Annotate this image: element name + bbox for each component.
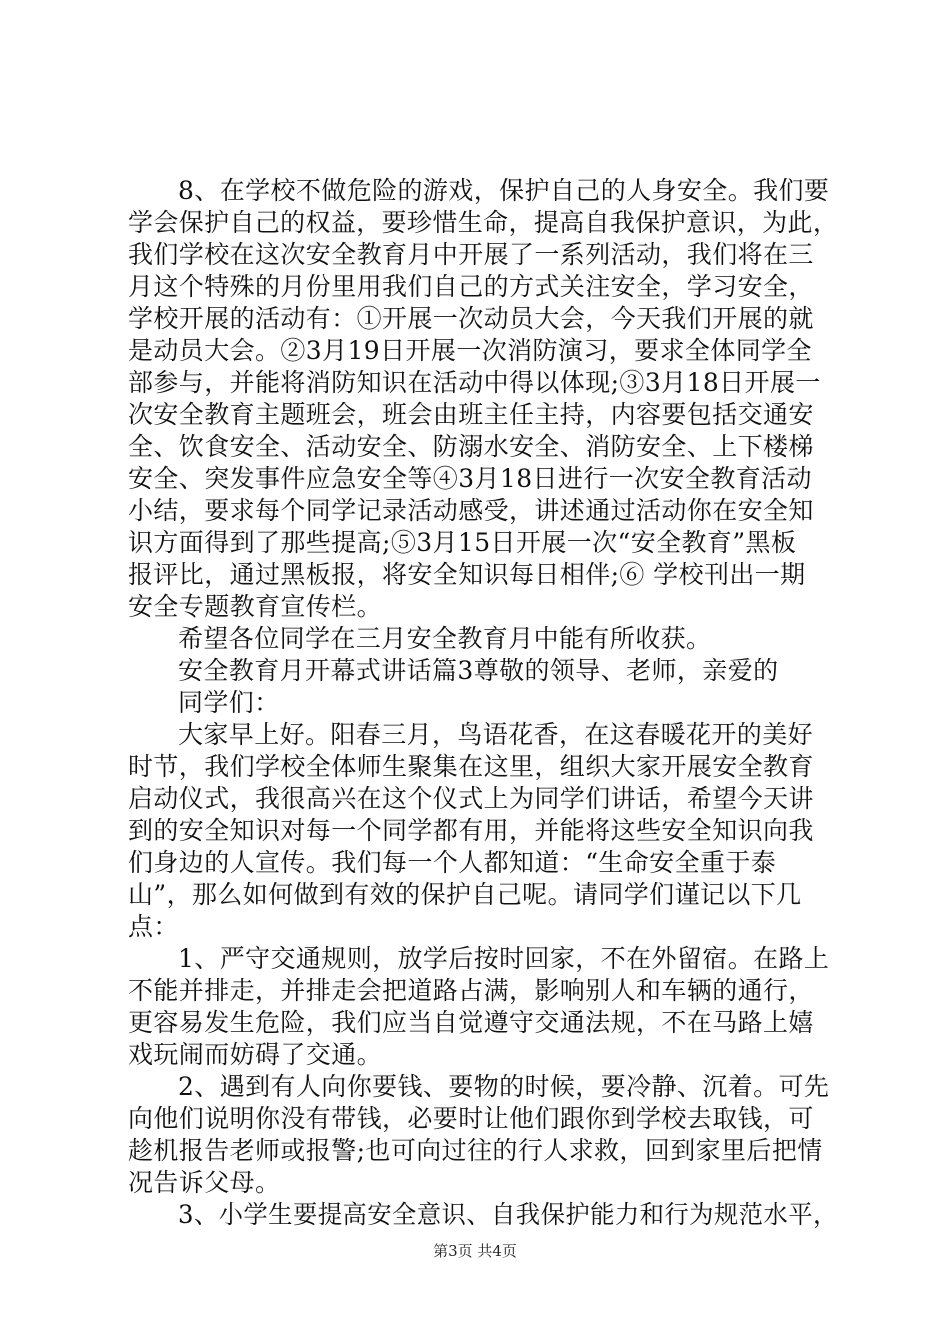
text-line: 启动仪式，我很高兴在这个仪式上为同学们讲话，希望今天讲: [128, 784, 814, 813]
text-line: 安全专题教育宣传栏。: [128, 592, 383, 621]
text-line: 3、小学生要提高安全意识、自我保护能力和行为规范水平，: [178, 1200, 838, 1229]
text-line: 们身边的人宣传。我们每一个人都知道：“生命安全重于泰: [128, 848, 777, 877]
text-line: 8、在学校不做危险的游戏，保护自己的人身安全。我们要: [178, 176, 830, 205]
text-line: 到的安全知识对每一个同学都有用，并能将这些安全知识向我: [128, 816, 814, 845]
page-footer: 第3页 共4页: [433, 1242, 517, 1260]
text-line: 安全、突发事件应急安全等④3月18日进行一次安全教育活动: [128, 464, 812, 493]
salutation-line: 同学们：: [178, 688, 280, 717]
text-line: 况告诉父母。: [128, 1168, 281, 1197]
section-heading-line: 安全教育月开幕式讲话篇3尊敬的领导、老师，亲爱的: [178, 656, 779, 685]
text-line: 更容易发生危险，我们应当自觉遵守交通法规，不在马路上嬉: [128, 1008, 814, 1037]
text-line: 戏玩闹而妨碍了交通。: [128, 1040, 383, 1069]
text-line: 大家早上好。阳春三月，鸟语花香，在这春暖花开的美好: [178, 720, 814, 749]
text-line: 识方面得到了那些提高;⑤3月15日开展一次“安全教育”黑板: [128, 528, 797, 557]
text-line: 月这个特殊的月份里用我们自己的方式关注安全，学习安全，: [128, 272, 814, 301]
text-line: 山”，那么如何做到有效的保护自己呢。请同学们谨记以下几: [128, 880, 802, 909]
text-line: 小结，要求每个同学记录活动感受，讲述通过活动你在安全知: [128, 496, 814, 525]
text-line: 报评比，通过黑板报，将安全知识每日相伴;⑥ 学校刊出一期: [128, 560, 806, 589]
text-line: 我们学校在这次安全教育月中开展了一系列活动，我们将在三: [128, 240, 814, 269]
text-line: 点：: [128, 912, 179, 941]
text-line: 是动员大会。②3月19日开展一次消防演习，要求全体同学全: [128, 336, 812, 365]
text-line: 趁机报告老师或报警;也可向过往的行人求救，回到家里后把情: [128, 1136, 823, 1165]
text-line: 学会保护自己的权益，要珍惜生命，提高自我保护意识，为此，: [128, 208, 839, 237]
text-line: 次安全教育主题班会，班会由班主任主持，内容要包括交通安: [128, 400, 814, 429]
text-line: 1、严守交通规则，放学后按时回家，不在外留宿。在路上: [178, 944, 830, 973]
text-line: 希望各位同学在三月安全教育月中能有所收获。: [178, 624, 712, 653]
text-line: 时节，我们学校全体师生聚集在这里，组织大家开展安全教育: [128, 752, 814, 781]
text-line: 向他们说明你没有带钱，必要时让他们跟你到学校去取钱，可: [128, 1104, 814, 1133]
text-line: 不能并排走，并排走会把道路占满，影响别人和车辆的通行，: [128, 976, 814, 1005]
text-line: 全、饮食安全、活动安全、防溺水安全、消防安全、上下楼梯: [128, 432, 814, 461]
text-line: 部参与，并能将消防知识在活动中得以体现;③3月18日开展一: [128, 368, 821, 397]
text-line: 学校开展的活动有：①开展一次动员大会，今天我们开展的就: [128, 304, 814, 333]
text-line: 2、遇到有人向你要钱、要物的时候，要冷静、沉着。可先: [178, 1072, 830, 1101]
